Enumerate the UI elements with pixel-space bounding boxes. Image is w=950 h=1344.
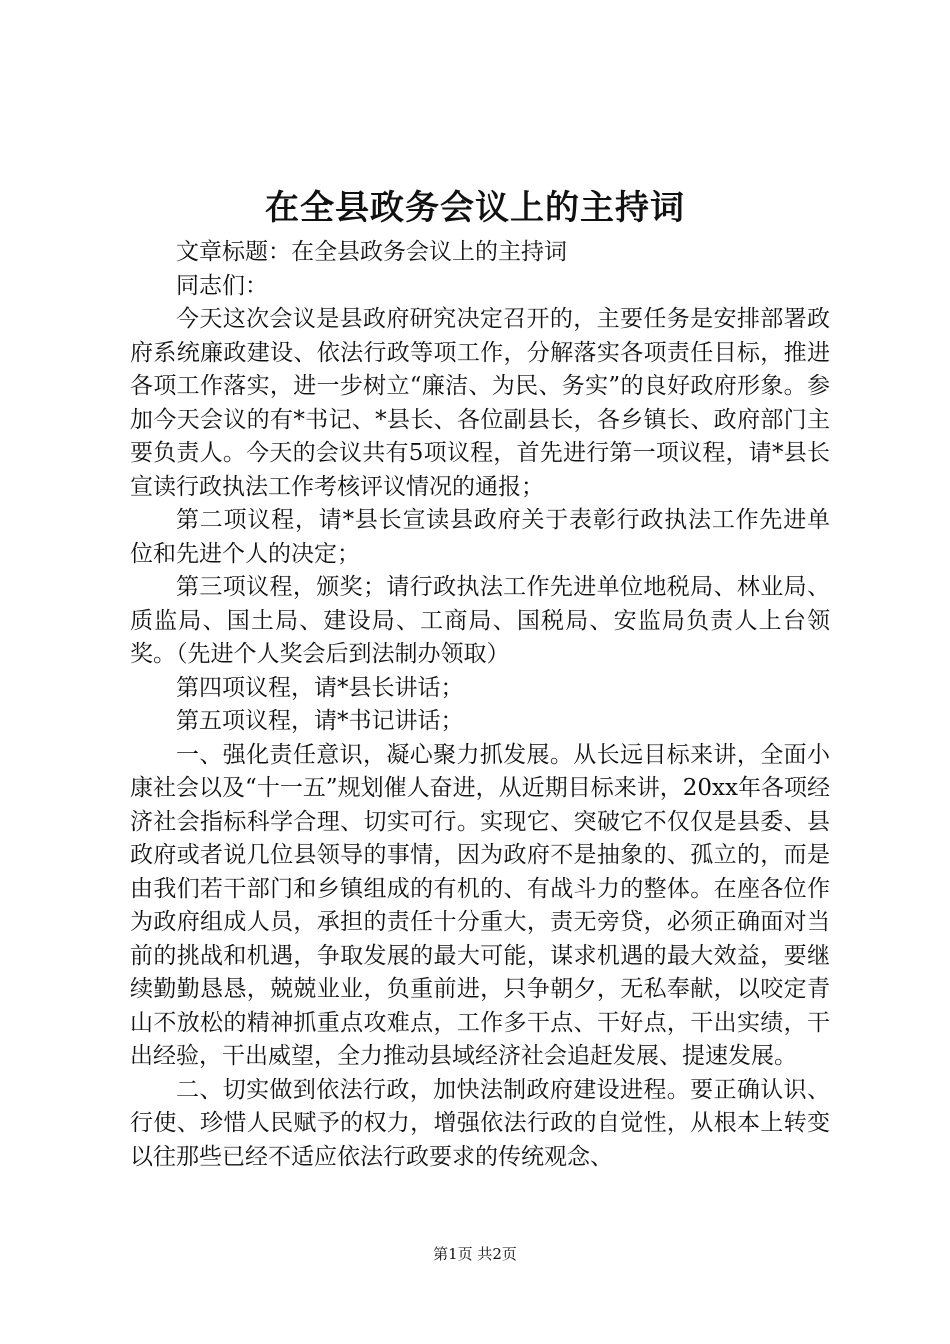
page-footer: 第1页 共2页 xyxy=(433,1245,517,1263)
document-title: 在全县政务会议上的主持词 xyxy=(265,188,685,228)
paragraph-section-2: 二、切实做到依法行政，加快法制政府建设进程。要正确认识、行使、珍惜人民赋予的权力，增强依法行政的自觉性，从根本上转变以往那些已经不适应依法行政要求的传统观念、 xyxy=(130,1076,830,1170)
paragraph-agenda-2: 第二项议程，请*县长宣读县政府关于表彰行政执法工作先进单位和先进个人的决定； xyxy=(130,507,830,567)
paragraph-salutation: 同志们： xyxy=(176,272,268,299)
document-body xyxy=(130,236,830,1174)
paragraph-intro: 今天这次会议是县政府研究决定召开的，主要任务是安排部署政府系统廉政建设、依法行政等项工作，分解落实各项责任目标，推进各项工作落实，进一步树立“廉洁、为民、务实”的良好政府形象。参加今天会议的有*书记、*县长、各位副县长，各乡镇长、政府部门主要负责人。今天的会议共有5项议程，首先进行第一项议程，请*县长宣读行政执法工作考核评议情况的通报； xyxy=(130,306,830,500)
paragraph-agenda-5: 第五项议程，请*书记讲话； xyxy=(176,708,464,734)
paragraph-section-1: 一、强化责任意识，凝心聚力抓发展。从长远目标来讲，全面小康社会以及“十一五”规划催人奋进，从近期目标来讲，20xx年各项经济社会指标科学合理、切实可行。实现它、突破它不仅仅是县委、县政府或者说几位县领导的事情，因为政府不是抽象的、孤立的，而是由我们若干部门和乡镇组成的有机的、有战斗力的整体。在座各位作为政府组成人员，承担的责任十分重大，责无旁贷，必须正确面对当前的挑战和机遇，争取发展的最大可能，谋求机遇的最大效益，要继续勤勤恳恳，兢兢业业，负重前进，只争朝夕，无私奉献，以咬定青山不放松的精神抓重点攻难点，工作多干点、干好点，干出实绩，干出经验，干出威望，全力推动县域经济社会追赶发展、提速发展。 xyxy=(130,741,830,1069)
paragraph-agenda-3: 第三项议程，颁奖；请行政执法工作先进单位地税局、林业局、质监局、国土局、建设局、工商局、国税局、安监局负责人上台领奖。（先进个人奖会后到法制办领取） xyxy=(130,574,830,667)
paragraph-agenda-4: 第四项议程，请*县长讲话； xyxy=(176,674,464,701)
paragraph-article-title: 文章标题：在全县政务会议上的主持词 xyxy=(176,239,567,265)
